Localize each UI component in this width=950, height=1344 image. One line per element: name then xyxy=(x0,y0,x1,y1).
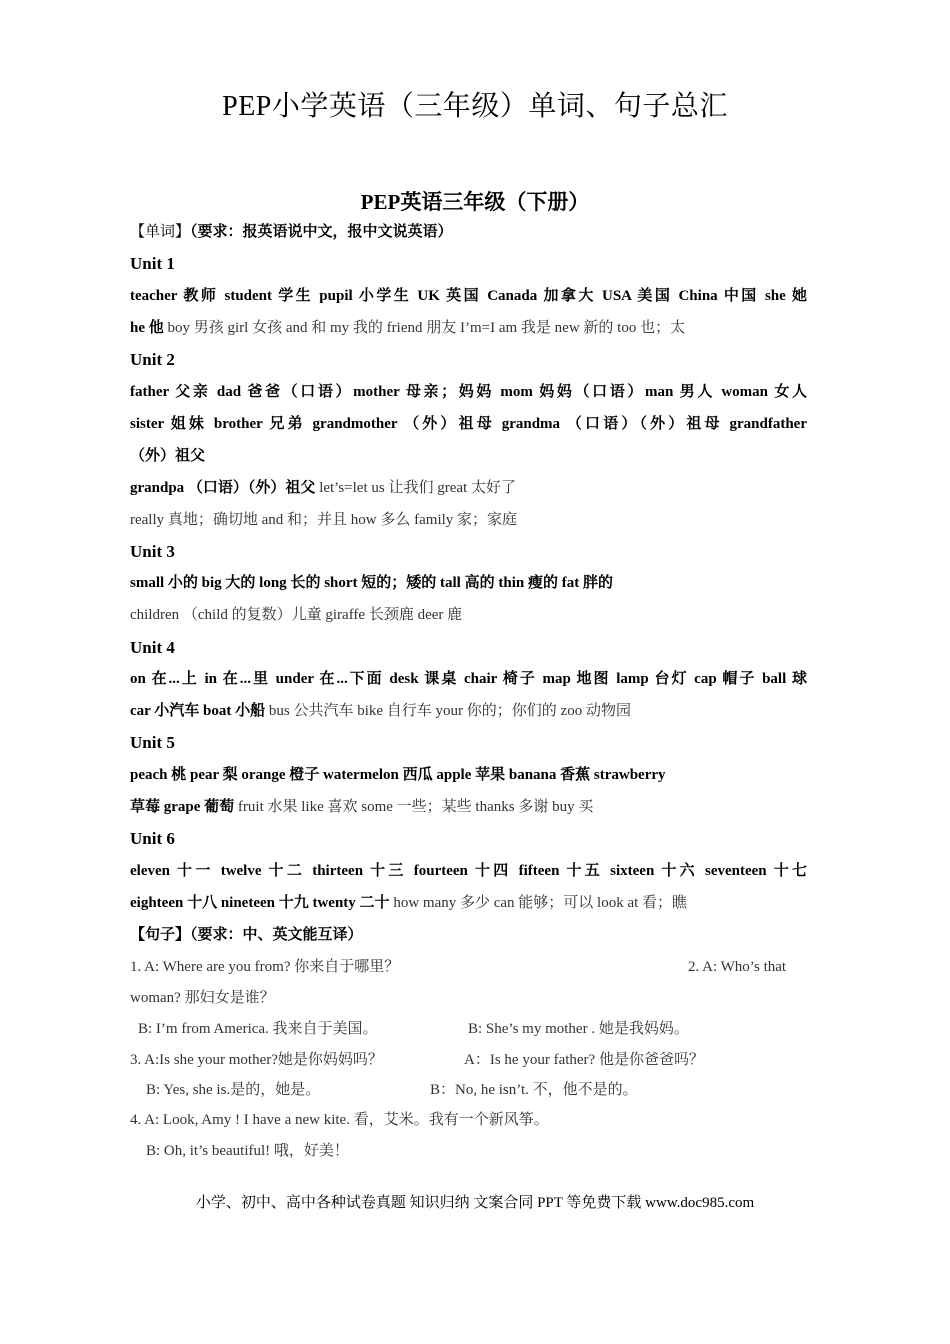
words-bracket-label: 【单词】 xyxy=(130,224,191,240)
unit-2-line-1 xyxy=(130,382,807,402)
bold-words: car 小汽车 boat 小船 xyxy=(130,703,266,719)
unit-2-line-5 xyxy=(130,510,807,530)
sentence-4-b: B: Oh, it’s beautiful! 哦，好美！ xyxy=(146,1143,349,1159)
unit-5-line-2 xyxy=(130,797,807,817)
page-footer: 小学、初中、高中各种试卷真题 知识归纳 文案合同 PPT 等免费下载 www.doc985.com xyxy=(195,1195,755,1211)
bold-words: （外）祖父 xyxy=(130,448,206,464)
sentence-4-a: 4. A: Look, Amy ! I have a new kite. 看，艾米。我有一个新风筝。 xyxy=(130,1112,549,1128)
document-title: PEP小学英语（三年级）单词、句子总汇 xyxy=(222,91,728,122)
unit-5-line-1 xyxy=(130,765,807,785)
sentence-2-a-part2: woman? 那妇女是谁？ xyxy=(130,990,275,1006)
unit-4-heading: Unit 4 xyxy=(130,638,175,657)
unit-2-line-3 xyxy=(130,446,807,466)
unit-2-line-2 xyxy=(130,414,807,434)
unit-6-heading: Unit 6 xyxy=(130,829,175,848)
unit-3-line-1 xyxy=(130,573,807,593)
normal-words: fruit 水果 like 喜欢 some 一些；某些 thanks 多谢 buy 买 xyxy=(234,799,594,815)
document-subtitle: PEP英语三年级（下册） xyxy=(360,190,590,214)
normal-words: bus 公共汽车 bike 自行车 your 你的；你们的 zoo 动物园 xyxy=(265,703,631,719)
bold-words: peach 桃 pear 梨 orange 橙子 watermelon 西瓜 apple 苹果 banana 香蕉 strawberry xyxy=(130,767,666,783)
sentence-3-a: 3. A:Is she your mother?她是你妈妈吗？ xyxy=(130,1052,383,1068)
unit-2-heading: Unit 2 xyxy=(130,350,175,369)
bold-words: he 他 xyxy=(130,320,164,336)
unit-4-line-2 xyxy=(130,701,807,721)
unit-1-line-2 xyxy=(130,318,807,338)
sentences-requirement: （要求：中、英文能互译） xyxy=(190,927,363,943)
bold-words: eleven 十一 twelve 十二 thirteen 十三 fourteen 十四 fifteen 十五 sixteen 十六 seventeen 十七 xyxy=(130,863,807,879)
unit-6-line-1 xyxy=(130,861,807,881)
sentence-2-b: B: She’s my mother . 她是我妈妈。 xyxy=(468,1021,689,1037)
sentence-3-b: B: Yes, she is.是的，她是。 xyxy=(146,1082,321,1098)
unit-1-line-1 xyxy=(130,286,807,306)
sentence-2-a-part1: 2. A: Who’s that xyxy=(688,959,787,975)
sentences-bracket-label: 【句子】 xyxy=(130,927,191,943)
normal-words: children （child 的复数）儿童 giraffe 长颈鹿 deer 鹿 xyxy=(130,607,463,623)
bold-words: 草莓 grape 葡萄 xyxy=(130,799,235,815)
unit-3-heading: Unit 3 xyxy=(130,542,175,561)
bold-words: eighteen 十八 nineteen 十九 twenty 二十 xyxy=(130,895,390,911)
unit-4-line-1 xyxy=(130,669,807,689)
unit-2-line-4 xyxy=(130,478,807,498)
unit-3-line-2 xyxy=(130,605,807,625)
unit-1-heading: Unit 1 xyxy=(130,254,175,273)
unit-5-heading: Unit 5 xyxy=(130,733,175,752)
bold-words: father 父亲 dad 爸爸（口语）mother 母亲；妈妈 mom 妈妈（口语）man 男人 woman 女人 xyxy=(130,384,807,400)
bold-words: on 在...上 in 在...里 under 在...下面 desk 课桌 chair 椅子 map 地图 lamp 台灯 cap 帽子 ball 球 xyxy=(130,671,807,687)
sentences-section-header xyxy=(130,925,807,945)
sentence-3-a2: A：Is he your father? 他是你爸爸吗？ xyxy=(464,1052,704,1068)
words-requirement: （要求：报英语说中文，报中文说英语） xyxy=(190,224,453,240)
bold-words: small 小的 big 大的 long 长的 short 短的；矮的 tall 高的 thin 瘦的 fat 胖的 xyxy=(130,575,613,591)
sentence-1-b: B: I’m from America. 我来自于美国。 xyxy=(138,1021,378,1037)
bold-words: teacher 教师 student 学生 pupil 小学生 UK 英国 Canada 加拿大 USA 美国 China 中国 she 她 xyxy=(130,288,807,304)
words-section-header xyxy=(130,222,807,242)
normal-words: let’s=let us 让我们 great 太好了 xyxy=(315,480,516,496)
bold-words: sister 姐妹 brother 兄弟 grandmother （外）祖母 grandma （口语）（外）祖母 grandfather xyxy=(130,416,807,432)
sentence-1-a: 1. A: Where are you from? 你来自于哪里？ xyxy=(130,959,400,975)
normal-words: boy 男孩 girl 女孩 and 和 my 我的 friend 朋友 I’m=I am 我是 new 新的 too 也；太 xyxy=(163,320,686,336)
unit-6-line-2 xyxy=(130,893,807,913)
bold-words: grandpa （口语）（外）祖父 xyxy=(130,480,316,496)
sentence-3-b2: B：No, he isn’t. 不，他不是的。 xyxy=(430,1082,638,1098)
normal-words: how many 多少 can 能够；可以 look at 看；瞧 xyxy=(389,895,688,911)
normal-words: really 真地；确切地 and 和；并且 how 多么 family 家；家庭 xyxy=(130,512,518,528)
